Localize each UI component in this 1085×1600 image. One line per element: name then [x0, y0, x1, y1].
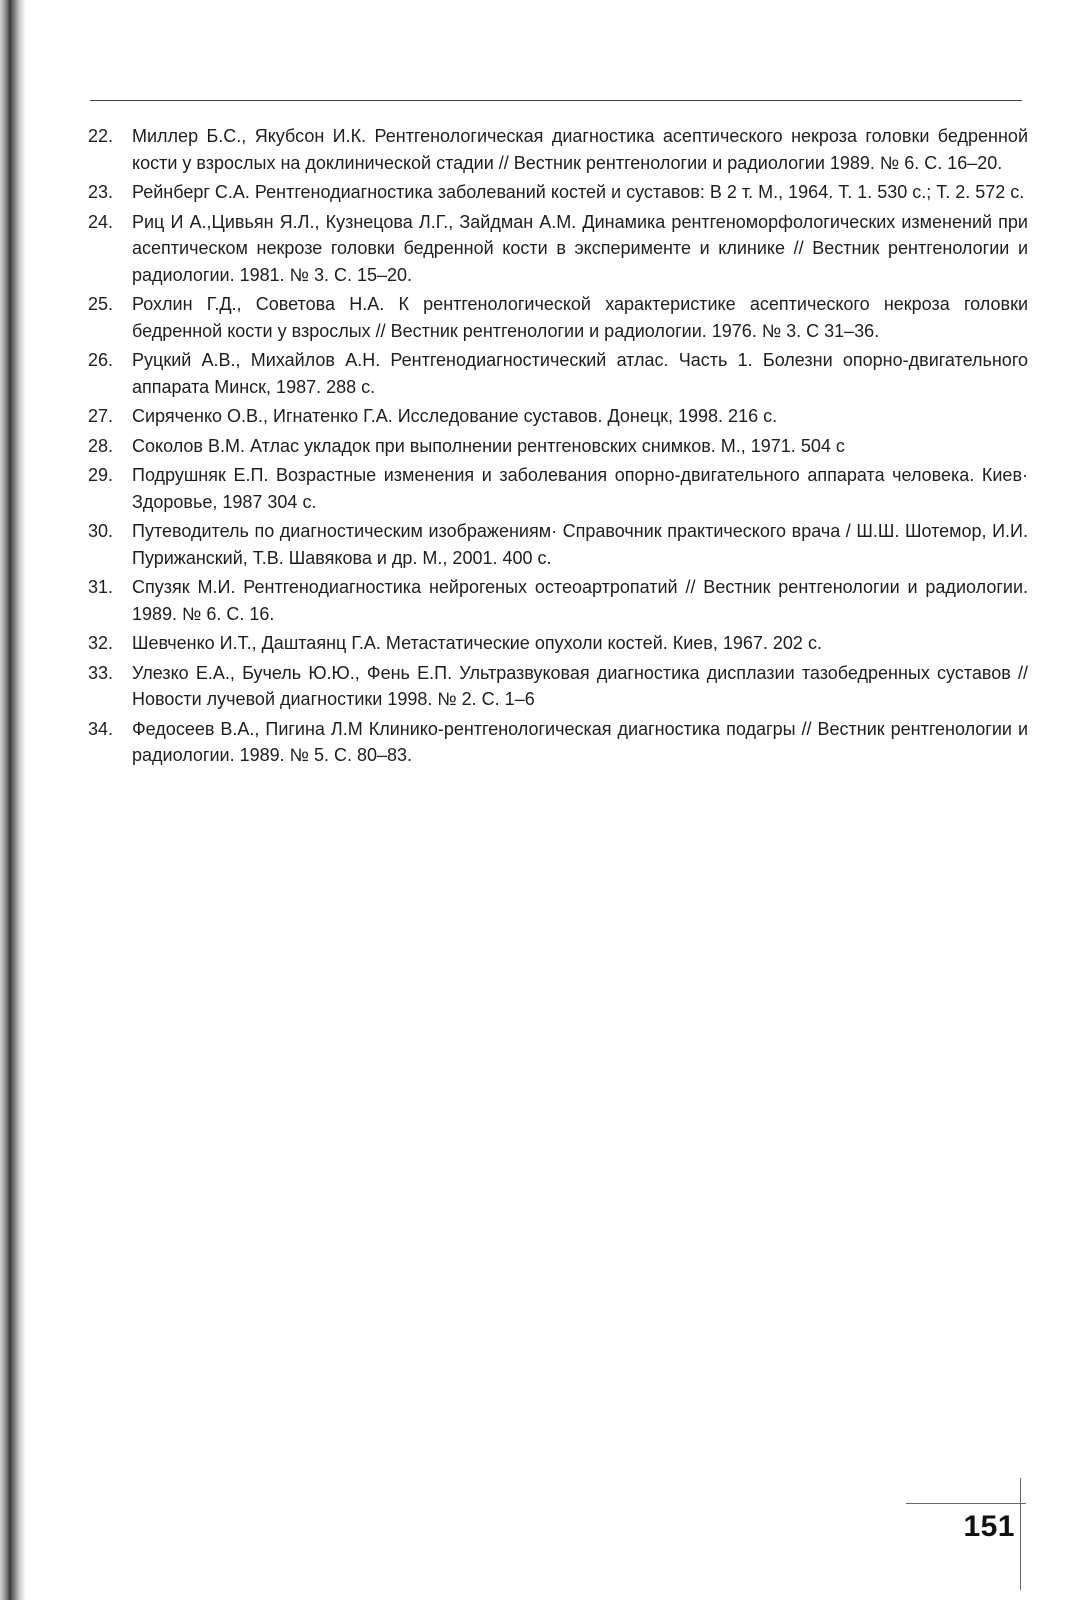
reference-item [88, 574, 1028, 627]
reference-item [88, 433, 1028, 460]
reference-item [88, 123, 1028, 176]
reference-text: Миллер Б.С., Якубсон И.К. Рентгенологическая диагностика асептического некроза головки бедренной кости у взрослых на доклинической стадии // Вестник рентгенологии и радиологии 1989. № 6. С. 16–20. [132, 126, 1028, 173]
reference-item [88, 630, 1028, 657]
folio-tick [1020, 1478, 1021, 1590]
page-spine-shadow [0, 0, 26, 1600]
reference-item [88, 291, 1028, 344]
reference-number: 23. [88, 182, 114, 202]
reference-list [88, 123, 1028, 772]
reference-text: Рохлин Г.Д., Советова Н.А. К рентгенологической характеристике асептического некроза головки бедренной кости у взрослых // Вестник рентгенологии и радиологии. 1976. № 3. С 31–36. [132, 294, 1028, 341]
reference-item [88, 716, 1028, 769]
reference-text: Сиряченко О.В., Игнатенко Г.А. Исследование суставов. Донецк, 1998. 216 с. [132, 406, 778, 426]
reference-number: 31. [88, 577, 114, 597]
folio-rule [906, 1503, 1026, 1504]
reference-item [88, 518, 1028, 571]
reference-item [88, 403, 1028, 430]
header-rule [90, 100, 1022, 101]
reference-text: Улезко Е.А., Бучель Ю.Ю., Фень Е.П. Ультразвуковая диагностика дисплазии тазобедренных суставов // Новости лучевой диагностики 1998. № 2. С. 1–6 [132, 662, 1028, 709]
reference-number: 30. [88, 521, 114, 541]
reference-text: Федосеев В.А., Пигина Л.М Клинико-рентгенологическая диагностика подагры // Вестник рентгенологии и радиологии. 1989. № 5. С. 80–83. [132, 718, 1028, 765]
reference-text: Руцкий А.В., Михайлов А.Н. Рентгенодиагностический атлас. Часть 1. Болезни опорно-двигательного аппарата Минск, 1987. 288 с. [132, 350, 1028, 397]
reference-item [88, 209, 1028, 289]
reference-item [88, 347, 1028, 400]
reference-number: 34. [88, 718, 114, 739]
reference-item [88, 660, 1028, 713]
reference-text: Риц И А.,Цивьян Я.Л., Кузнецова Л.Г., Зайдман А.М. Динамика рентгеноморфологических изменений при асептическом некрозе головки бедренной кости в эксперименте и клинике // Вестник рентгенологии и радиологии. 1981. № 3. С. 15–20. [132, 211, 1028, 285]
reference-text: Рейнберг С.А. Рентгенодиагностика заболеваний костей и суставов: В 2 т. М., 1964. Т. 1. 530 с.; Т. 2. 572 с. [132, 182, 1025, 202]
reference-item [88, 462, 1028, 515]
reference-text: Шевченко И.Т., Даштаянц Г.А. Метастатические опухоли костей. Киев, 1967. 202 с. [132, 633, 822, 653]
reference-number: 24. [88, 211, 114, 232]
reference-text: Соколов В.М. Атлас укладок при выполнении рентгеновских снимков. М., 1971. 504 с [132, 435, 845, 456]
reference-item [88, 179, 1028, 206]
reference-number: 33. [88, 662, 114, 683]
reference-text: Путеводитель по диагностическим изображениям· Справочник практического врача / Ш.Ш. Шотемор, И.И. Пурижанский, Т.В. Шавякова и др. М., 2001. 400 с. [132, 521, 1028, 568]
reference-number: 27. [88, 406, 114, 426]
reference-number: 32. [88, 633, 114, 653]
reference-number: 22. [88, 126, 114, 146]
page-number: 151 [963, 1510, 1015, 1543]
reference-number: 28. [88, 435, 114, 456]
reference-number: 26. [88, 350, 114, 370]
reference-number: 29. [88, 465, 114, 485]
reference-text: Спузяк М.И. Рентгенодиагностика нейрогеных остеоартропатий // Вестник рентгенологии и радиологии. 1989. № 6. С. 16. [132, 577, 1028, 624]
reference-text: Подрушняк Е.П. Возрастные изменения и заболевания опорно-двигательного аппарата человека. Киев· Здоровье, 1987 304 с. [132, 465, 1028, 512]
reference-number: 25. [88, 294, 114, 314]
